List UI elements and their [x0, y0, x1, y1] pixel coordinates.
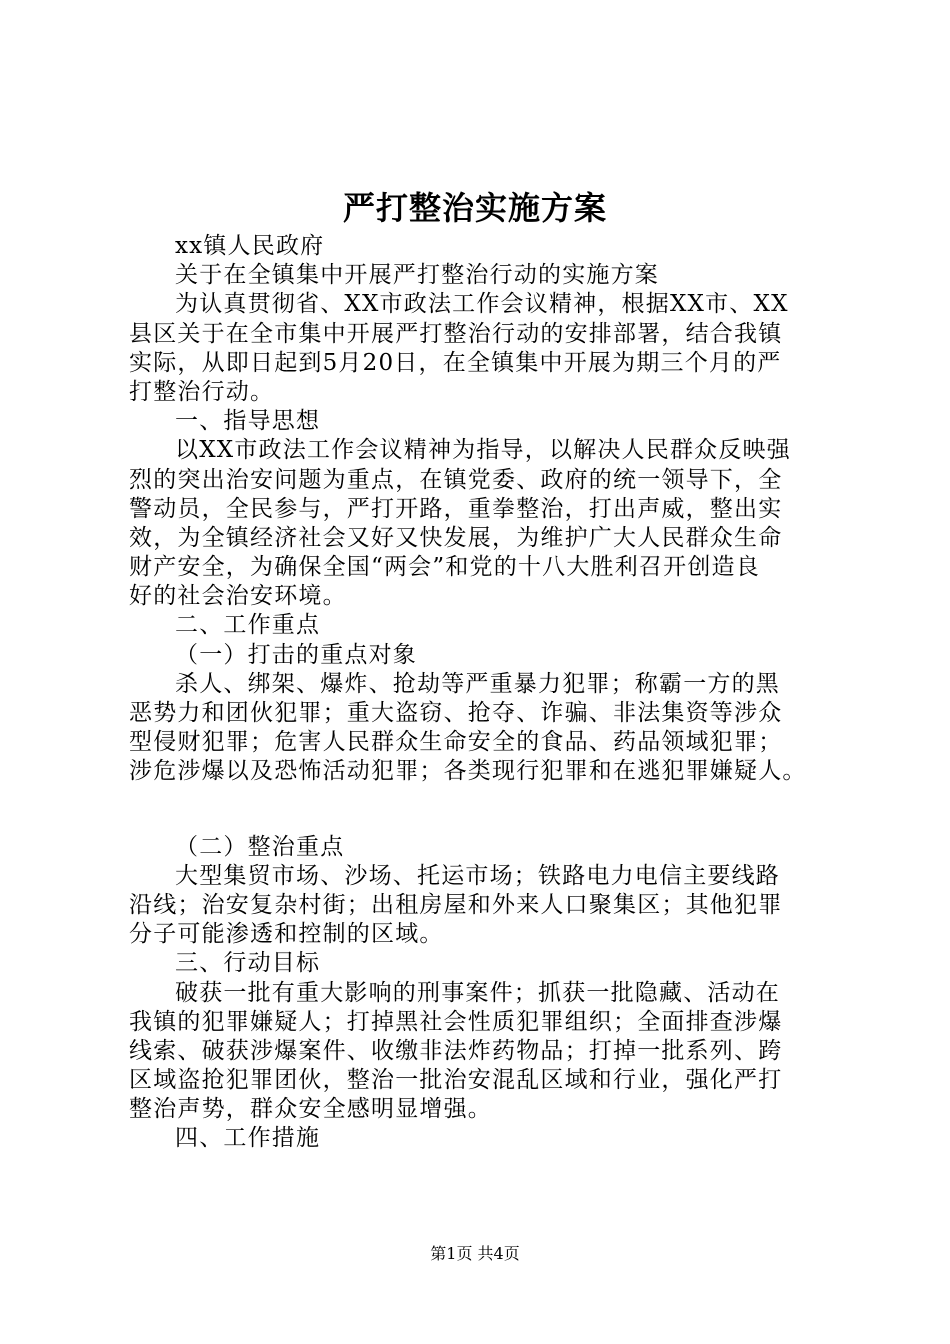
paragraph-line: 杀人、绑架、爆炸、抢劫等严重暴力犯罪；称霸一方的黑	[175, 670, 780, 697]
paragraph-line: 大型集贸市场、沙场、托运市场；铁路电力电信主要线路	[175, 862, 780, 889]
paragraph-line: 整治声势，群众安全感明显增强。	[129, 1096, 492, 1123]
paragraph-line: 我镇的犯罪嫌疑人；打掉黑社会性质犯罪组织；全面排查涉爆	[129, 1008, 783, 1035]
paragraph-line: 区域盗抢犯罪团伙，整治一批治安混乱区域和行业，强化严打	[129, 1067, 783, 1094]
paragraph-line: 警动员，全民参与，严打开路，重拳整治，打出声威，整出实	[129, 495, 783, 522]
paragraph-gap	[129, 787, 829, 833]
paragraph-line: 好的社会治安环境。	[129, 583, 347, 610]
paragraph-line: 线索、破获涉爆案件、收缴非法炸药物品；打掉一批系列、跨	[129, 1037, 783, 1064]
document-body	[129, 232, 829, 1154]
paragraph-line: 涉危涉爆以及恐怖活动犯罪；各类现行犯罪和在逃犯罪嫌疑人。	[129, 758, 807, 785]
page-number-footer: 第1页 共4页	[430, 1244, 520, 1263]
section-heading: 二、工作重点	[175, 612, 321, 639]
paragraph-line: 以XX市政法工作会议精神为指导，以解决人民群众反映强	[175, 437, 791, 464]
paragraph-line: 实际，从即日起到5月20日，在全镇集中开展为期三个月的严	[129, 349, 782, 376]
paragraph-line: 县区关于在全市集中开展严打整治行动的安排部署，结合我镇	[129, 320, 783, 347]
paragraph-line: 烈的突出治安问题为重点，在镇党委、政府的统一领导下，全	[129, 466, 783, 493]
subtitle-line: 关于在全镇集中开展严打整治行动的实施方案	[175, 262, 659, 289]
section-heading: 三、行动目标	[175, 950, 321, 977]
paragraph-line: 破获一批有重大影响的刑事案件；抓获一批隐藏、活动在	[175, 979, 780, 1006]
paragraph-line: 打整治行动。	[129, 378, 275, 405]
paragraph-line: 沿线；治安复杂村街；出租房屋和外来人口聚集区；其他犯罪	[129, 891, 783, 918]
subsection-heading: （一）打击的重点对象	[175, 641, 417, 668]
paragraph-line: 财产安全，为确保全国“两会”和党的十八大胜利召开创造良	[129, 554, 760, 581]
paragraph-line: 效，为全镇经济社会又好又快发展，为维护广大人民群众生命	[129, 524, 783, 551]
section-heading: 一、指导思想	[175, 408, 321, 435]
issuer-line: xx镇人民政府	[175, 233, 325, 259]
paragraph-line: 为认真贯彻省、XX市政法工作会议精神，根据XX市、XX	[175, 291, 789, 318]
paragraph-line: 型侵财犯罪；危害人民群众生命安全的食品、药品领域犯罪；	[129, 729, 783, 756]
paragraph-line: 恶势力和团伙犯罪；重大盗窃、抢夺、诈骗、非法集资等涉众	[129, 700, 783, 726]
paragraph-line: 分子可能渗透和控制的区域。	[129, 921, 444, 948]
section-heading: 四、工作措施	[175, 1125, 321, 1152]
subsection-heading: （二）整治重点	[175, 833, 345, 860]
document-title: 严打整治实施方案	[342, 189, 607, 227]
